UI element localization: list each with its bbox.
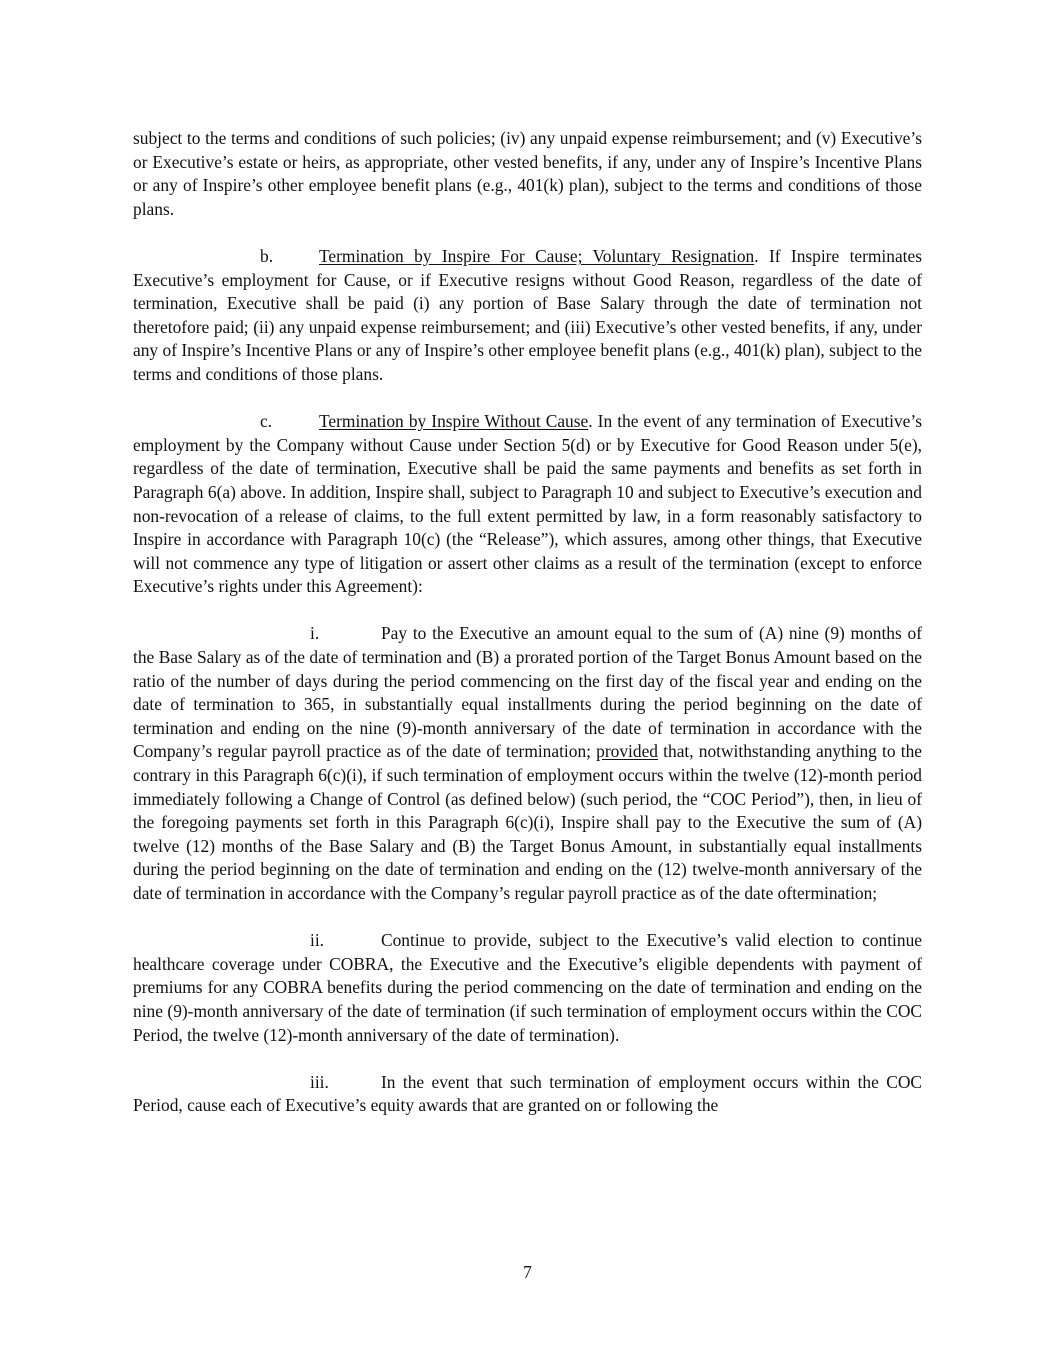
section-heading: Termination by Inspire Without Cause [319,411,589,432]
paragraph-text: subject to the terms and conditions of such policies; (iv) any unpaid expense reimbursement; and (v) Executive’s or Executive’s estate or heirs, as appropriate, other vested benefits, if any, under any of Inspire’s Incentive Plans or any of Inspire’s other employee benefit plans (e.g., 401(k) plan), subject to the terms and conditions of those plans. [133,128,922,219]
paragraph-c-ii [133,929,922,1047]
paragraph-text: . If Inspire terminates Executive’s employment for Cause, or if Executive resigns without Good Reason, regardless of the date of termination, Executive shall be paid (i) any portion of Base Salary through the date of termination not theretofore paid; (ii) any unpaid expense reimbursement; and (iii) Executive’s other vested benefits, if any, under any of Inspire’s Incentive Plans or any of Inspire’s other employee benefit plans (e.g., 401(k) plan), subject to the terms and conditions of those plans. [133,245,922,384]
document-body [133,127,922,1142]
paragraph-marker: c. [260,411,273,432]
paragraph-continuation [133,127,922,221]
paragraph-marker: ii. [310,930,325,951]
page-number: 7 [523,1262,532,1282]
section-heading: Termination by Inspire For Cause; Voluntary Resignation [319,245,755,266]
underlined-term: provided [596,741,658,762]
paragraph-marker: iii. [310,1071,329,1092]
paragraph-text: Pay to the Executive an amount equal to the sum of (A) nine (9) months of the Base Salary as of the date of termination and (B) a prorated portion of the Target Bonus Amount based on the ratio of the number of days during the period commencing on the first day of the fiscal year and ending on the date of termination to 365, in substantially equal installments during the period beginning on the date of termination and ending on the nine (9)-month anniversary of the date of termination in accordance with the Company’s regular payroll practice as of the date of termination; [133,623,922,762]
paragraph-text: that, notwithstanding anything to the contrary in this Paragraph 6(c)(i), if such termination of employment occurs within the twelve (12)-month period immediately following a Change of Control (as defined below) (such period, the “COC Period”), then, in lieu of the foregoing payments set forth in this Paragraph 6(c)(i), Inspire shall pay to the Executive the sum of (A) twelve (12) months of the Base Salary and (B) the Target Bonus Amount, in substantially equal installments during the period beginning on the date of termination and ending on the (12) twelve-month anniversary of the date of termination in accordance with the Company’s regular payroll practice as of the date oftermination; [133,741,922,903]
paragraph-text: In the event that such termination of employment occurs within the COC Period, cause each of Executive’s equity awards that are granted on or following the [133,1071,922,1116]
paragraph-c-iii [133,1071,922,1118]
paragraph-c [133,410,922,599]
paragraph-c-i [133,622,922,905]
paragraph-marker: i. [310,623,320,644]
paragraph-marker: b. [260,245,274,266]
paragraph-text: Continue to provide, subject to the Executive’s valid election to continue healthcare coverage under COBRA, the Executive and the Executive’s eligible dependents with payment of premiums for any COBRA benefits during the period commencing on the date of termination and ending on the nine (9)-month anniversary of the date of termination (if such termination of employment occurs within the COC Period, the twelve (12)-month anniversary of the date of termination). [133,930,922,1045]
paragraph-text: . In the event of any termination of Executive’s employment by the Company without Cause under Section 5(d) or by Executive for Good Reason under 5(e), regardless of the date of termination, Executive shall be paid the same payments and benefits as set forth in Paragraph 6(a) above. In addition, Inspire shall, subject to Paragraph 10 and subject to Executive’s execution and non-revocation of a release of claims, to the full extent permitted by law, in a form reasonably satisfactory to Inspire in accordance with Paragraph 10(c) (the “Release”), which assures, among other things, that Executive will not commence any type of litigation or assert other claims as a result of the termination (except to enforce Executive’s rights under this Agreement): [133,411,922,597]
paragraph-b [133,245,922,387]
